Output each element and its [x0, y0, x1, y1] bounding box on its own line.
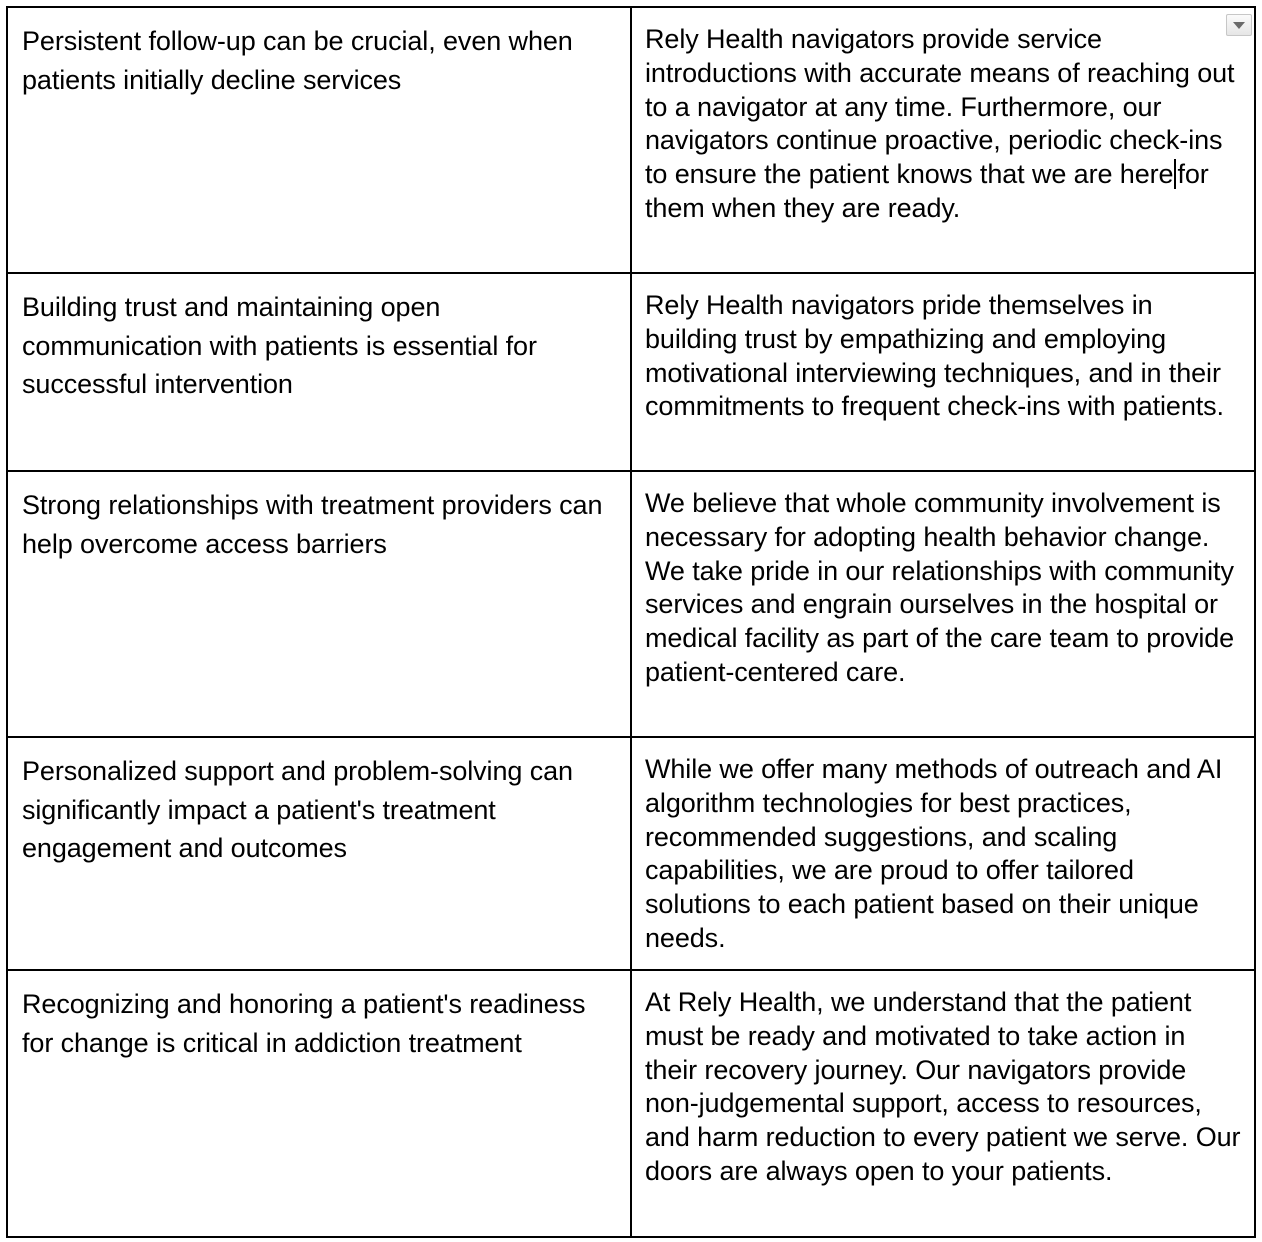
table-cell-left[interactable] — [7, 737, 631, 970]
table-cell-left[interactable] — [7, 970, 631, 1237]
cell-text-after-cursor: for them when they are ready. — [645, 159, 1209, 223]
cell-text: Strong relationships with treatment providers can help overcome access barriers — [22, 490, 603, 559]
cell-text-before-cursor: Rely Health navigators provide service introductions with accurate means of reaching out to a navigator at any time. Furthermore, our navigators continue proactive, periodic check-ins to ensure the patient knows that we are here — [645, 24, 1235, 190]
table-cell-right[interactable] — [631, 471, 1255, 737]
cell-text: Rely Health navigators pride themselves in building trust by empathizing and employing motivational interviewing techniques, and in their commitments to frequent check-ins with patients. — [645, 290, 1224, 422]
cell-text: While we offer many methods of outreach and AI algorithm technologies for best practices, recommended suggestions, and scaling capabilities, we are proud to offer tailored solutions to each patient based on their unique needs. — [645, 754, 1223, 953]
table-row — [7, 737, 1255, 970]
table-row — [7, 273, 1255, 471]
table-cell-right[interactable] — [631, 737, 1255, 970]
table-cell-left[interactable] — [7, 471, 631, 737]
table-cell-right[interactable] — [631, 970, 1255, 1237]
cell-text: Personalized support and problem-solving can significantly impact a patient's treatment engagement and outcomes — [22, 756, 573, 863]
cell-text: At Rely Health, we understand that the patient must be ready and motivated to take action in their recovery journey. Our navigators provide non-judgemental support, access to resources, and harm reduction to every patient we serve. Our doors are always open to your patients. — [645, 987, 1241, 1186]
table-cell-left[interactable] — [7, 273, 631, 471]
table-row — [7, 471, 1255, 737]
table-row — [7, 7, 1255, 273]
table-cell-right[interactable] — [631, 7, 1255, 273]
table-row — [7, 970, 1255, 1237]
cell-dropdown-button[interactable] — [1226, 14, 1252, 36]
cell-text: Building trust and maintaining open communication with patients is essential for successful intervention — [22, 292, 537, 399]
table-cell-right[interactable] — [631, 273, 1255, 471]
comparison-table — [6, 6, 1256, 1238]
cell-text: Persistent follow-up can be crucial, even when patients initially decline services — [22, 26, 573, 95]
cell-text — [632, 8, 1254, 236]
table-cell-left[interactable] — [7, 7, 631, 273]
cell-text: Recognizing and honoring a patient's readiness for change is critical in addiction treatment — [22, 989, 586, 1058]
chevron-down-icon — [1233, 22, 1245, 29]
cell-text: We believe that whole community involvement is necessary for adopting health behavior change. We take pride in our relationships with community services and engrain ourselves in the hospital or medical facility as part of the care team to provide patient-centered care. — [645, 488, 1235, 687]
